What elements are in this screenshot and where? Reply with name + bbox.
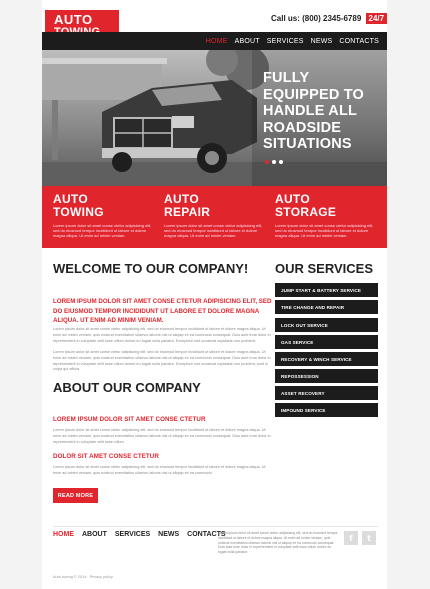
band-description: Lorem ipsum dolor sit amet conse ctetur adipisicing elit, sed do eiusmod tempor incididunt ut labore et dolore magna aliqua. Ut enim ad minim veniam. bbox=[53, 223, 152, 238]
footer-nav bbox=[53, 531, 226, 538]
band-item-towing[interactable] bbox=[53, 193, 157, 238]
about-subheading-2: DOLOR SIT AMET CONSE CTETUR bbox=[53, 453, 159, 460]
service-item[interactable]: GAS SERVICE bbox=[275, 335, 378, 349]
band-title-line2: REPAIR bbox=[164, 205, 211, 219]
badge-24-7: 24/7 bbox=[366, 13, 388, 24]
slider-dot-2[interactable] bbox=[272, 160, 276, 164]
about-paragraph-2: Lorem ipsum dolor sit amet conse ctetur adipisicing elit, sed do eiusmod tempor incididunt ut labore et dolore magna aliqua. Ut enim ad minim veniam, quis nostrud exercitation ullamco laboris nisi ut aliquip ex ea commodo. bbox=[53, 465, 266, 475]
welcome-paragraph-1: Lorem ipsum dolor sit amet conse ctetur adipisicing elit, sed do eiusmod tempor incididunt ut labore et dolore magna aliqua. Ut enim ad minim veniam, quis nostrud exercitation ullamco laboris nisi ut aliquip ex ea commodo consequat. Duis aute irure dolor in reprehenderit in voluptate velit esse cillum dolore eu fugiat nulla pariatur. Excepteur sint occaecat cupidatat non proident. bbox=[53, 327, 271, 343]
copyright: Auto towing © 2014 · Privacy policy bbox=[53, 575, 113, 579]
hero-slider bbox=[42, 50, 387, 186]
about-paragraph-1: Lorem ipsum dolor sit amet conse ctetur adipisicing elit, sed do eiusmod tempor incididunt ut labore et dolore magna aliqua. Ut enim ad minim veniam, quis nostrud exercitation ullamco laboris nisi ut aliquip ex ea commodo consequat. Duis aute irure dolor in reprehenderit in voluptate velit esse cillum. bbox=[53, 428, 271, 444]
footer-text: Lorem ipsum dolor sit amet conse ctetur adipisicing elit, sed do eiusmod tempor incididunt ut labore et dolore magna aliqua. Ut enim ad minim veniam, quis nostrud exercitation ullamco laboris nisi ut aliquip ex ea commodo consequat. Duis aute irure dolor in reprehenderit in voluptate velit esse cillum dolore eu fugiat nulla pariatur. bbox=[218, 531, 338, 555]
band-description: Lorem ipsum dolor sit amet conse ctetur adipisicing elit, sed do eiusmod tempor incididunt ut labore et dolore magna aliqua. Ut enim ad minim veniam. bbox=[164, 223, 263, 238]
nav-contacts[interactable]: CONTACTS bbox=[339, 37, 379, 45]
band-item-storage[interactable] bbox=[275, 193, 379, 238]
band-title-line1: AUTO bbox=[164, 192, 199, 206]
footer-nav-home[interactable]: HOME bbox=[53, 531, 74, 538]
footer-nav-services[interactable]: SERVICES bbox=[114, 531, 151, 538]
footer-nav-contacts[interactable]: CONTACTS bbox=[187, 531, 226, 538]
service-item[interactable]: IMPOUND SERVICE bbox=[275, 403, 378, 417]
band-title-line1: AUTO bbox=[275, 192, 310, 206]
welcome-lead: LOREM IPSUM DOLOR SIT AMET CONSE CTETUR ADIPISICING ELIT, SED DO EIUSMOD TEMPOR INCIDIDUNT UT LABORE ET DOLORE MAGNA ALIQUA. UT ENIM AD MINIM VENIAM. bbox=[53, 298, 272, 324]
twitter-icon[interactable]: t bbox=[362, 531, 376, 545]
footer-divider bbox=[53, 526, 378, 527]
logo-line-1: AUTO bbox=[54, 12, 93, 27]
about-subheading-1: LOREM IPSUM DOLOR SIT AMET CONSE CTETUR bbox=[53, 416, 206, 423]
service-item[interactable]: REPOSSESSION bbox=[275, 369, 378, 383]
footer-nav-about[interactable]: ABOUT bbox=[82, 531, 107, 538]
service-item[interactable]: LOCK OUT SERVICE bbox=[275, 318, 378, 332]
nav-services[interactable]: SERVICES bbox=[266, 37, 304, 45]
service-item[interactable]: TIRE CHANGE AND REPAIR bbox=[275, 300, 378, 314]
band-title-line2: STORAGE bbox=[275, 205, 337, 219]
slider-dot-1[interactable] bbox=[265, 160, 269, 164]
services-heading: OUR SERVICES bbox=[275, 261, 374, 276]
call-us-text: Call us: (800) 2345-6789 bbox=[271, 14, 362, 23]
service-item[interactable]: RECOVERY & WINCH SERVICE bbox=[275, 352, 378, 366]
about-heading: ABOUT OUR COMPANY bbox=[53, 380, 201, 395]
main-nav bbox=[206, 32, 379, 50]
slider-dot-3[interactable] bbox=[279, 160, 283, 164]
band-title-line1: AUTO bbox=[53, 192, 88, 206]
welcome-paragraph-2: Lorem ipsum dolor sit amet conse ctetur adipisicing elit, sed do eiusmod tempor incididunt ut labore et dolore magna aliqua. Ut enim ad minim veniam, quis nostrud exercitation ullamco laboris nisi ut aliquip ex ea commodo consequat. Duis aute irure dolor in reprehenderit in voluptate velit esse cillum dolore eu fugiat nulla pariatur. Excepteur sint occaecat cupidatat non proident, sunt in culpa qui officia. bbox=[53, 350, 271, 372]
top-nav-bar bbox=[42, 32, 387, 50]
nav-home[interactable]: HOME bbox=[205, 37, 228, 45]
read-more-button[interactable]: READ MORE bbox=[53, 488, 98, 503]
band-title-line2: TOWING bbox=[53, 205, 104, 219]
service-band bbox=[42, 186, 387, 248]
service-item[interactable]: ASSET RECOVERY bbox=[275, 386, 378, 400]
footer-nav-news[interactable]: NEWS bbox=[158, 531, 180, 538]
nav-news[interactable]: NEWS bbox=[310, 37, 333, 45]
band-item-repair[interactable] bbox=[164, 193, 268, 238]
nav-about[interactable]: ABOUT bbox=[234, 37, 260, 45]
slider-dots bbox=[265, 160, 283, 164]
facebook-icon[interactable]: f bbox=[344, 531, 358, 545]
call-us bbox=[271, 13, 387, 24]
band-description: Lorem ipsum dolor sit amet conse ctetur adipisicing elit, sed do eiusmod tempor incididunt ut labore et dolore magna aliqua. Ut enim ad minim veniam. bbox=[275, 223, 374, 238]
hero-headline: FULLY EQUIPPED TO HANDLE ALL ROADSIDE SITUATIONS bbox=[263, 70, 365, 152]
welcome-heading: WELCOME TO OUR COMPANY! bbox=[53, 261, 249, 276]
service-item[interactable]: JUMP START & BATTERY SERVICE bbox=[275, 283, 378, 297]
